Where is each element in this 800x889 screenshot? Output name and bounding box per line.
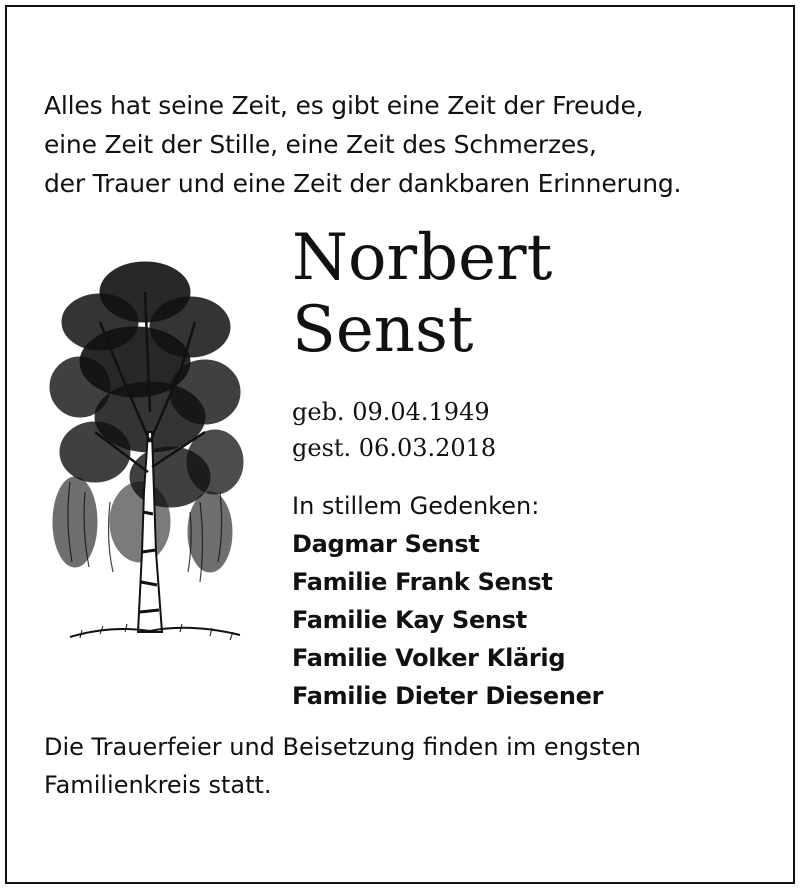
life-dates: [292, 394, 496, 466]
mourners-intro: In stillem Gedenken:: [292, 492, 540, 520]
birth-date: geb. 09.04.1949: [292, 398, 490, 426]
poem-line: der Trauer und eine Zeit der dankbaren Erinnerung.: [44, 169, 682, 198]
deceased-name: [292, 222, 552, 366]
mourner-name: Familie Kay Senst: [292, 606, 527, 634]
mourners-block: [292, 487, 603, 715]
funeral-notice: [44, 728, 764, 804]
mourner-name: Dagmar Senst: [292, 530, 480, 558]
closing-line: Die Trauerfeier und Beisetzung finden im engsten: [44, 733, 641, 761]
closing-line: Familienkreis statt.: [44, 771, 272, 799]
poem-line: Alles hat seine Zeit, es gibt eine Zeit der Freude,: [44, 91, 644, 120]
mourner-name: Familie Volker Klärig: [292, 644, 566, 672]
poem-line: eine Zeit der Stille, eine Zeit des Schmerzes,: [44, 130, 597, 159]
last-name: Senst: [292, 293, 474, 367]
mourner-name: Familie Frank Senst: [292, 568, 553, 596]
first-name: Norbert: [292, 221, 553, 295]
birch-tree-icon: [40, 252, 250, 652]
poem: [44, 86, 764, 203]
mourner-name: Familie Dieter Diesener: [292, 682, 604, 710]
death-date: gest. 06.03.2018: [292, 434, 497, 462]
